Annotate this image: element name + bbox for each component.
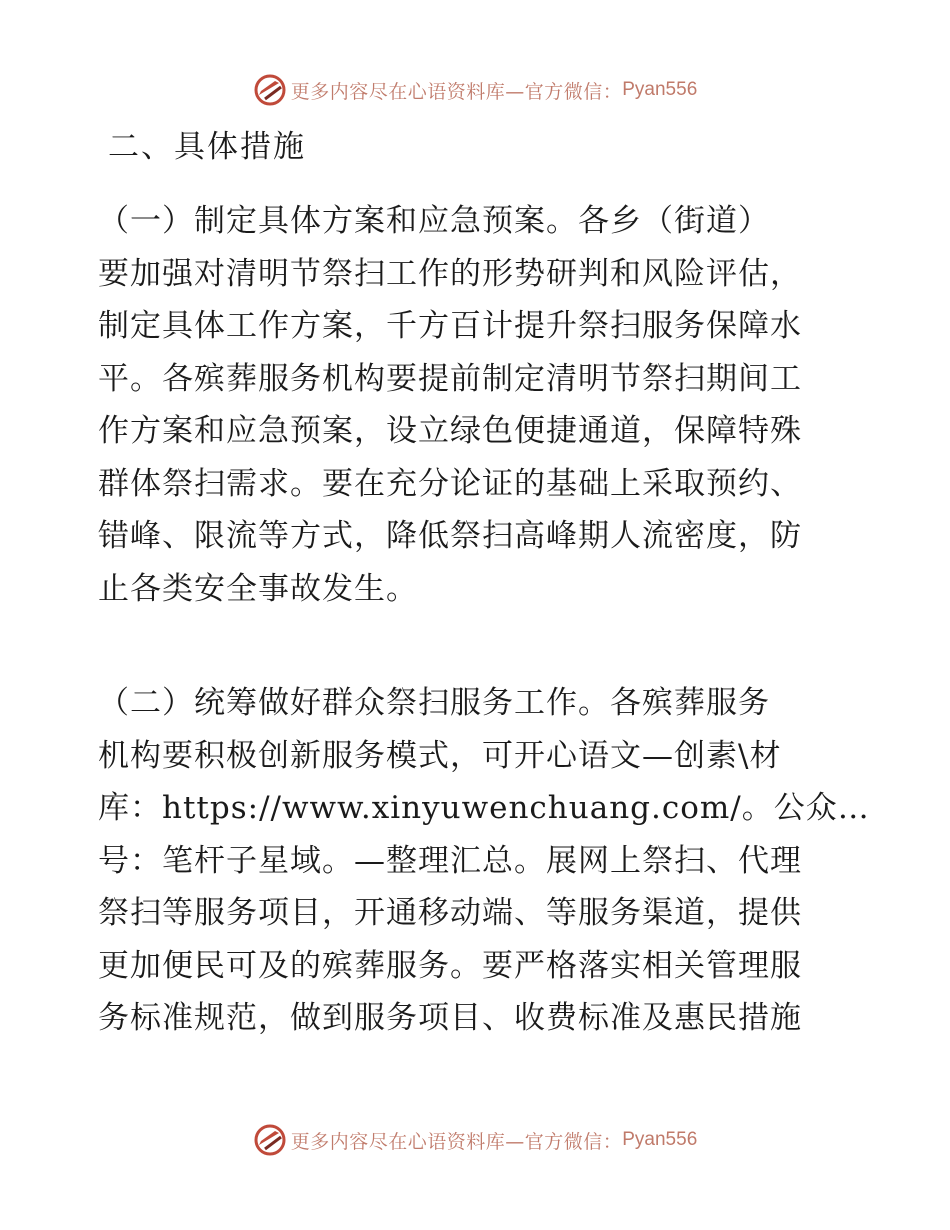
- paragraph-line: 止各类安全事故发生。: [98, 570, 418, 607]
- paragraph-line: 群体祭扫需求。要在充分论证的基础上采取预约、: [98, 465, 802, 502]
- paragraph-line: 库：https://www.xinyuwenchuang.com/。公众…: [98, 790, 870, 826]
- paragraph-line: 务标准规范，做到服务项目、收费标准及惠民措施: [98, 1000, 802, 1036]
- paragraph-line: 号：笔杆子星域。—整理汇总。展网上祭扫、代理: [98, 842, 802, 879]
- paragraph-line: （一）制定具体方案和应急预案。各乡（街道）: [98, 203, 770, 239]
- watermark-id: Pyan556: [622, 79, 698, 100]
- paragraph-line: 要加强对清明节祭扫工作的形势研判和风险评估，: [98, 255, 802, 292]
- paragraph-line: 祭扫等服务项目，开通移动端、等服务渠道，提供: [98, 895, 802, 931]
- section-heading: 二、具体措施: [108, 129, 306, 165]
- paragraph-line: 平。各殡葬服务机构要提前制定清明节祭扫期间工: [98, 360, 802, 397]
- paragraph-line: （二）统筹做好群众祭扫服务工作。各殡葬服务: [98, 685, 770, 721]
- watermark-id: Pyan556: [622, 1129, 698, 1150]
- paragraph-line: 更加便民可及的殡葬服务。要严格落实相关管理服: [98, 947, 802, 984]
- watermark-footer: [0, 1120, 950, 1160]
- paragraph-line: 机构要积极创新服务模式，可开心语文—创素\材: [98, 737, 782, 774]
- watermark-text: 更多内容尽在心语资料库—官方微信：: [290, 80, 623, 103]
- watermark-header: [0, 70, 950, 110]
- paragraph-1: [98, 195, 858, 615]
- watermark-text: 更多内容尽在心语资料库—官方微信：: [290, 1130, 623, 1153]
- paragraph-line: 制定具体工作方案，千方百计提升祭扫服务保障水: [98, 308, 802, 344]
- paragraph-line: 错峰、限流等方式，降低祭扫高峰期人流密度，防: [98, 518, 802, 554]
- paragraph-line: 作方案和应急预案，设立绿色便捷通道，保障特殊: [98, 413, 802, 449]
- logo-icon: [253, 1123, 287, 1157]
- paragraph-2: [98, 677, 870, 1045]
- logo-icon: [253, 73, 287, 107]
